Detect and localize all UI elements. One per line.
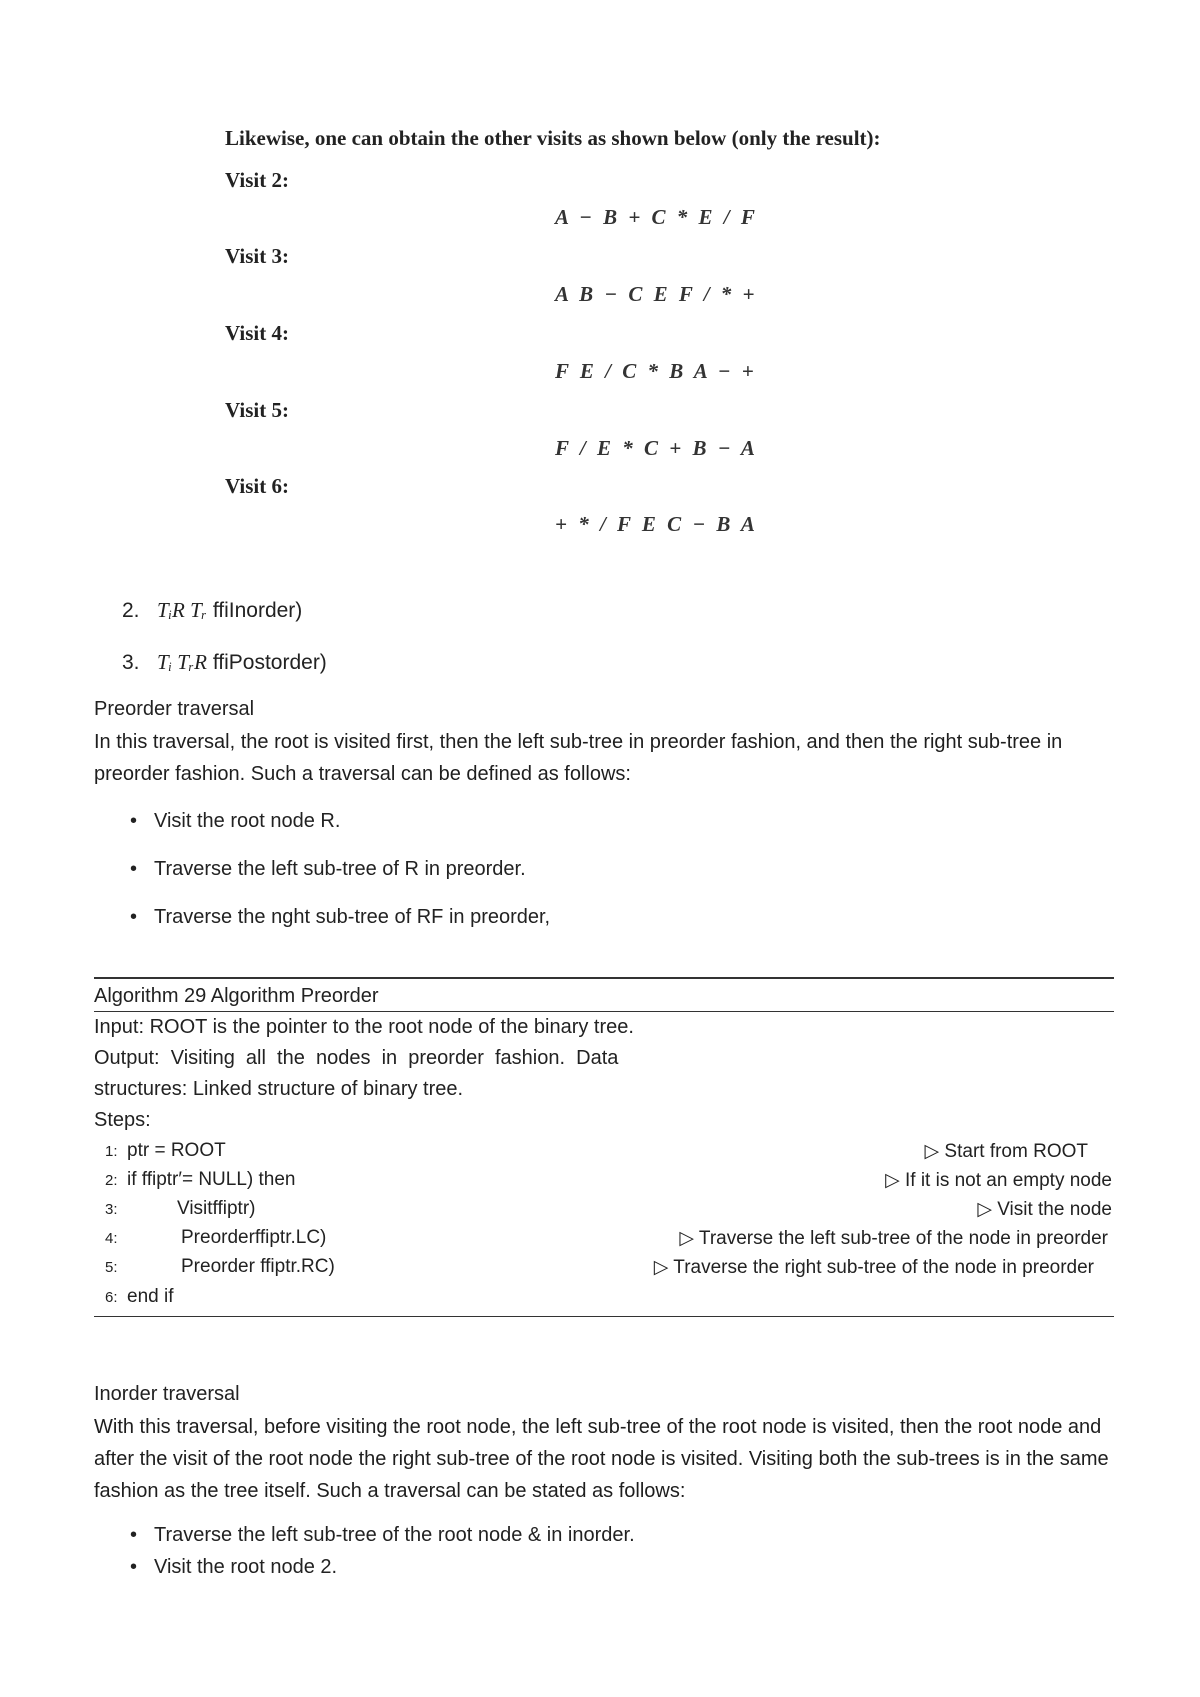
line-number: 1: bbox=[105, 1143, 118, 1160]
bullet-icon: • bbox=[130, 1556, 138, 1578]
line-number: 6: bbox=[105, 1289, 118, 1306]
bullet-text: Traverse the nght sub-tree of RF in preorder, bbox=[154, 906, 551, 928]
bullet-icon: • bbox=[130, 1524, 138, 1546]
code-line bbox=[105, 1256, 335, 1278]
code-comment: ▷ Start from ROOT bbox=[924, 1141, 1088, 1162]
visit-expression: F E / C * B A − + bbox=[555, 359, 757, 383]
inorder-paragraph: With this traversal, before visiting the root node, the left sub-tree of the root node is visited, then the root node and after the visit of the root node the right sub-tree of the root node is visited. Visiting both the sub-trees is in the same fashion as the tree itself. Such a traversal can be stated as follows: bbox=[94, 1416, 1109, 1502]
numbered-item bbox=[122, 650, 327, 675]
bullet-text: Traverse the left sub-tree of the root node & in inorder. bbox=[154, 1524, 635, 1546]
item-number: 2. bbox=[122, 599, 140, 622]
visit-label: Visit 4: bbox=[225, 321, 289, 345]
item-text: ffiPostorder) bbox=[212, 651, 327, 674]
bullet-icon: • bbox=[130, 906, 138, 928]
code-text: ptr = ROOT bbox=[127, 1140, 226, 1161]
code-comment: ▷ Visit the node bbox=[977, 1199, 1112, 1220]
section-heading-inorder: Inorder traversal bbox=[94, 1383, 240, 1405]
code-line bbox=[105, 1140, 226, 1162]
item-math: Tᵢ TᵣR bbox=[157, 650, 207, 674]
bullet-icon: • bbox=[130, 858, 138, 880]
visit-label: Visit 5: bbox=[225, 398, 289, 422]
code-text: Preorder ffiptr.RC) bbox=[181, 1256, 335, 1277]
bullet-item bbox=[130, 1556, 337, 1579]
line-number: 5: bbox=[105, 1259, 118, 1276]
bullet-item bbox=[130, 1524, 635, 1547]
algorithm-steps-label: Steps: bbox=[94, 1109, 151, 1131]
algorithm-title-rule bbox=[94, 1011, 1114, 1012]
bullet-item bbox=[130, 906, 550, 929]
visit-label: Visit 6: bbox=[225, 474, 289, 498]
line-number: 3: bbox=[105, 1201, 118, 1218]
bullet-text: Visit the root node R. bbox=[154, 810, 341, 832]
code-text: end if bbox=[127, 1286, 174, 1307]
bullet-icon: • bbox=[130, 810, 138, 832]
numbered-item bbox=[122, 598, 302, 623]
code-line bbox=[105, 1286, 173, 1308]
item-text: ffiInorder) bbox=[212, 599, 303, 622]
line-number: 4: bbox=[105, 1230, 118, 1247]
algorithm-bottom-rule bbox=[94, 1316, 1114, 1317]
code-text: if ffiptr′= NULL) then bbox=[127, 1169, 296, 1190]
section-heading-preorder: Preorder traversal bbox=[94, 698, 255, 720]
item-math: TᵢR Tᵣ bbox=[157, 598, 207, 622]
code-text: Preorderffiptr.LC) bbox=[181, 1227, 327, 1248]
visit-expression: A B − C E F / * + bbox=[555, 282, 758, 306]
code-line bbox=[105, 1227, 326, 1249]
bullet-item bbox=[130, 810, 340, 833]
intro-text: Likewise, one can obtain the other visits as shown below (only the result): bbox=[225, 126, 881, 150]
item-number: 3. bbox=[122, 651, 140, 674]
code-text: Visitffiptr) bbox=[177, 1198, 256, 1219]
code-line bbox=[105, 1198, 256, 1220]
code-comment: ▷ Traverse the right sub-tree of the node in preorder bbox=[653, 1257, 1094, 1278]
preorder-paragraph: In this traversal, the root is visited first, then the left sub-tree in preorder fashion, and then the right sub-tree in preorder fashion. Such a traversal can be defined as follows: bbox=[94, 731, 1063, 785]
algorithm-input: Input: ROOT is the pointer to the root node of the binary tree. bbox=[94, 1016, 634, 1038]
line-number: 2: bbox=[105, 1172, 118, 1189]
code-line bbox=[105, 1169, 296, 1191]
visit-label: Visit 3: bbox=[225, 244, 289, 268]
visit-expression: A − B + C * E / F bbox=[555, 205, 758, 229]
visit-expression: F / E * C + B − A bbox=[555, 436, 758, 460]
bullet-item bbox=[130, 858, 526, 881]
visit-expression: + * / F E C − B A bbox=[555, 512, 758, 536]
algorithm-structures: structures: Linked structure of binary tree. bbox=[94, 1078, 464, 1100]
code-comment: ▷ If it is not an empty node bbox=[885, 1170, 1112, 1191]
bullet-text: Traverse the left sub-tree of R in preorder. bbox=[154, 858, 526, 880]
visit-label: Visit 2: bbox=[225, 168, 289, 192]
algorithm-output: Output: Visiting all the nodes in preorder fashion. Data bbox=[94, 1047, 619, 1069]
bullet-text: Visit the root node 2. bbox=[154, 1556, 338, 1578]
code-comment: ▷ Traverse the left sub-tree of the node in preorder bbox=[679, 1228, 1108, 1249]
algorithm-title: Algorithm 29 Algorithm Preorder bbox=[94, 985, 379, 1007]
algorithm-top-rule bbox=[94, 977, 1114, 979]
